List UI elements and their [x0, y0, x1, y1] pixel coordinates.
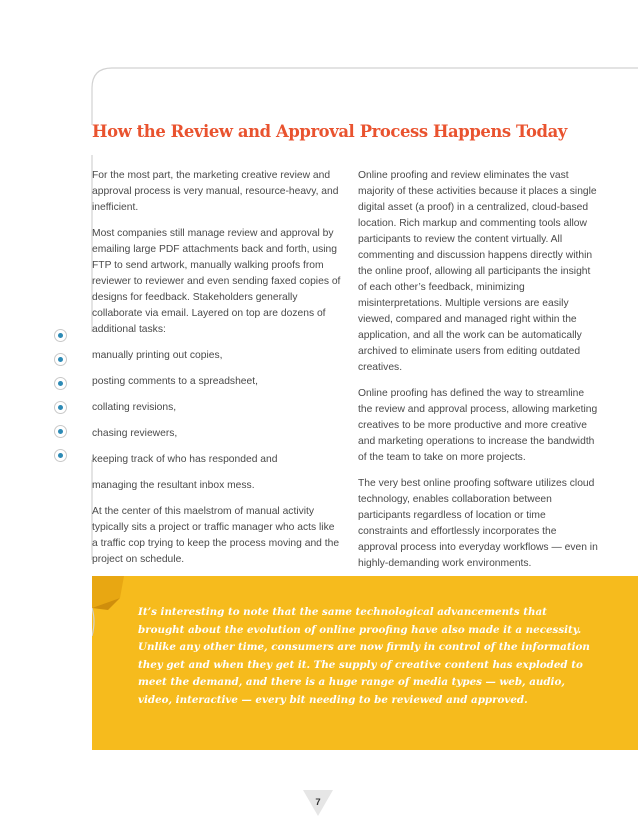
bullet-dot-icon	[54, 329, 67, 342]
bullet-dot-icon	[54, 449, 67, 462]
bullet-dot-icon	[54, 401, 67, 414]
task-item: chasing reviewers,	[92, 428, 178, 439]
paragraph: The very best online proofing software utilizes cloud technology, enables collaboration between participants regardless of location or time constraints and effortlessly incorporates the approval process into everyday workflows — even in highly-demanding work environments.	[358, 478, 598, 569]
task-item: manually printing out copies,	[92, 350, 223, 361]
bullet-dot-icon	[54, 353, 67, 366]
paragraph: At the center of this maelstrom of manual activity typically sits a project or traffic manager who acts like a traffic cop trying to keep the process moving and the project on schedule.	[92, 506, 340, 565]
page-curl-icon	[92, 576, 132, 636]
task-item: managing the resultant inbox mess.	[92, 480, 255, 491]
left-column	[92, 168, 342, 578]
bullet-dot-icon	[54, 425, 67, 438]
paragraph: Online proofing has defined the way to streamline the review and approval process, allowing marketing creatives to be more productive and more creative and marketing operations to increase the bandwidth of the team to take on more projects.	[358, 388, 598, 463]
task-item: keeping track of who has responded and	[92, 454, 278, 465]
bullet-dot-icon	[54, 377, 67, 390]
section-heading: How the Review and Approval Process Happens Today	[92, 122, 567, 141]
paragraph: Most companies still manage review and approval by emailing large PDF attachments back and forth, using FTP to send artwork, manually walking proofs from reviewer to reviewer and even sending faxed copies of designs for feedback. Stakeholders generally collaborate via email. Layered on top are dozens of additional tasks:	[92, 228, 341, 335]
task-item: posting comments to a spreadsheet,	[92, 376, 258, 387]
callout-text: It’s interesting to note that the same technological advancements that brought about the evolution of online proofing have also made it a necessity. Unlike any other time, consumers are now firmly in control of the information they get and when they get it. The supply of creative content has exploded to meet the demand, and there is a huge range of media types — web, audio, video, interactive — every bit needing to be reviewed and approved.	[138, 606, 590, 706]
task-item: collating revisions,	[92, 402, 177, 413]
paragraph: For the most part, the marketing creative review and approval process is very manual, resource-heavy, and inefficient.	[92, 170, 339, 213]
paragraph: Online proofing and review eliminates the vast majority of these activities because it places a single digital asset (a proof) in a centralized, cloud-based location. Rich markup and commenting tools allow participants to review the content virtually. All commenting and discussion happens directly within the online proof, allowing all participants the insight of each other’s feedback, minimizing misinterpretations. Multiple versions are easily viewed, compared and managed right within the application, and all the work can be automatically archived to eliminate users from editing outdated creatives.	[358, 170, 597, 373]
page-number: 7	[315, 797, 321, 808]
right-column	[358, 168, 598, 582]
